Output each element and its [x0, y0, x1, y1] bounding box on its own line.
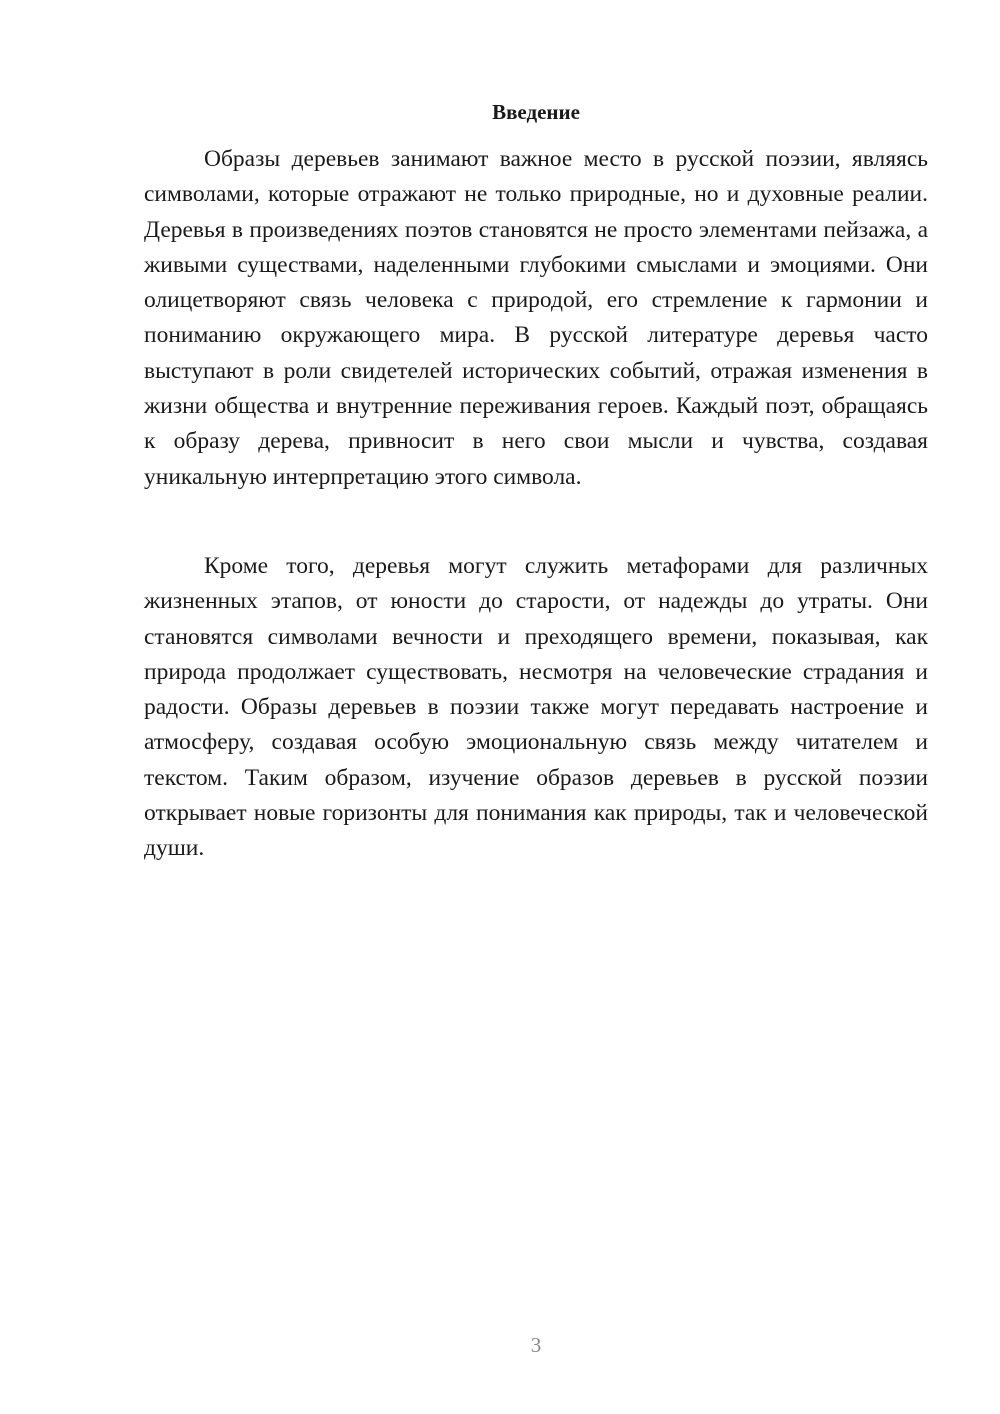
page-number: 3: [530, 1333, 542, 1357]
paragraph-2: Кроме того, деревья могут служить метафорами для различных жизненных этапов, от юности до старости, от надежды до утраты. Они становятся символами вечности и преходящего времени, показывая, как природа продолжает существовать, несмотря на человеческие страдания и радости. Образы деревьев в поэзии также могут передавать настроение и атмосферу, создавая особую эмоциональную связь между читателем и текстом. Таким образом, изучение образов деревьев в русской поэзии открывает новые горизонты для понимания как природы, так и человеческой души.: [144, 553, 928, 862]
paragraph-block: [144, 549, 928, 867]
paragraph-1: Образы деревьев занимают важное место в русской поэзии, являясь символами, которые отражают не только природные, но и духовные реалии. Деревья в произведениях поэтов становятся не просто элементами пейзажа, а живыми существами, наделенными глубокими смыслами и эмоциями. Они олицетворяют связь человека с природой, его стремление к гармонии и пониманию окружающего мира. В русской литературе деревья часто выступают в роли свидетелей исторических событий, отражая изменения в жизни общества и внутренние переживания героев. Каждый поэт, обращаясь к образу дерева, привносит в него свои мысли и чувства, создавая уникальную интерпретацию этого символа.: [144, 146, 928, 490]
section-heading: Введение: [492, 100, 580, 124]
paragraph-block: [144, 142, 928, 495]
